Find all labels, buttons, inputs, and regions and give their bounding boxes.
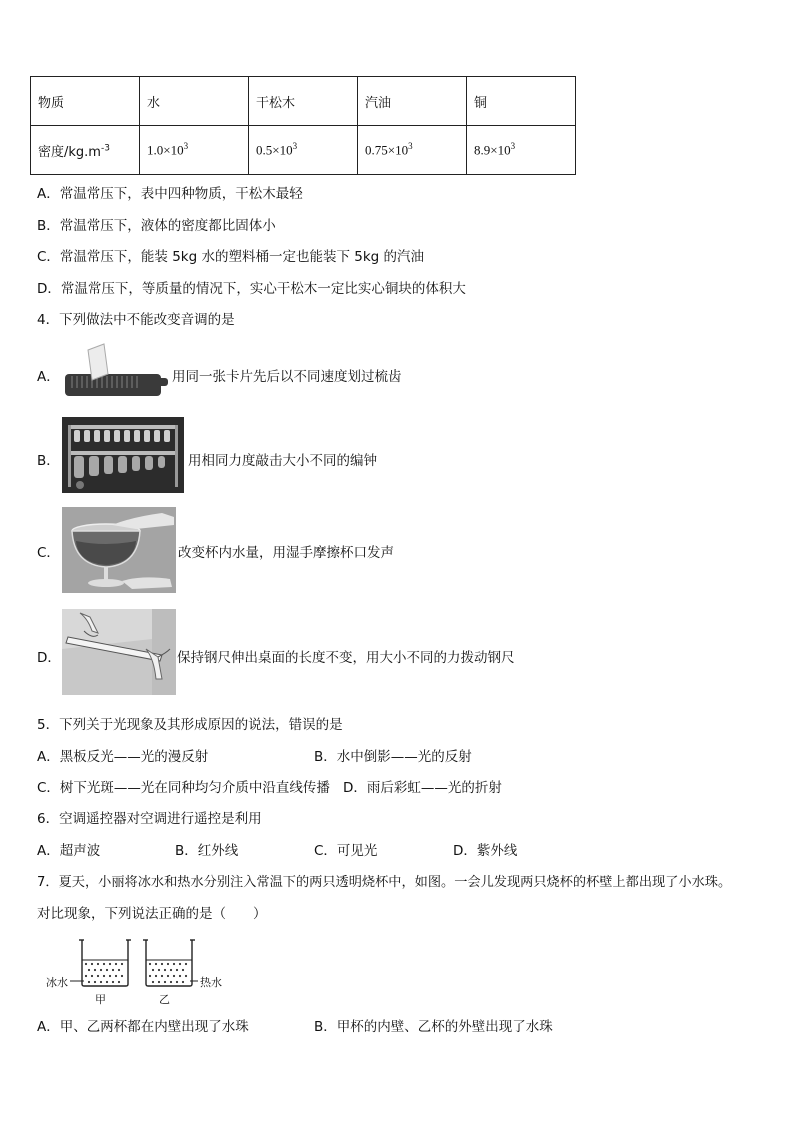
- q4-stem: 4．下列做法中不能改变音调的是: [37, 312, 235, 328]
- q7-stem-line1: 7．夏天，小丽将冰水和热水分别注入常温下的两只透明烧杯中，如图。一会儿发现两只烧杯的杯壁上都出现了小水珠。: [37, 875, 732, 890]
- label-hot-water: 热水: [200, 976, 222, 989]
- q4-option-a-text: 用同一张卡片先后以不同速度划过梳齿: [172, 369, 402, 385]
- q5-stem: 5．下列关于光现象及其形成原因的说法，错误的是: [37, 717, 343, 733]
- value-base: 0.5×10: [256, 142, 293, 158]
- q6-stem: 6．空调遥控器对空调进行遥控是利用: [37, 811, 262, 827]
- q3-option-b: B．常温常压下，液体的密度都比固体小: [37, 218, 276, 234]
- table-row: [31, 77, 576, 126]
- beakers-diagram: [46, 936, 218, 1006]
- q4-option-d-text: 保持钢尺伸出桌面的长度不变，用大小不同的力拨动钢尺: [177, 650, 515, 666]
- q7-option-a: A．甲、乙两杯都在内壁出现了水珠: [37, 1019, 249, 1035]
- q4-option-b-text: 用相同力度敲击大小不同的编钟: [188, 453, 377, 469]
- q6-option-d: D．紫外线: [453, 843, 518, 859]
- q6-option-c: C．可见光: [314, 843, 378, 859]
- value-base: 0.75×10: [365, 142, 409, 158]
- density-unit-text: 密度/kg.m: [38, 144, 101, 160]
- table-header-cell: 干松木: [249, 77, 358, 126]
- q4-option-a-label: A．: [37, 369, 60, 385]
- value-exponent: 3: [183, 141, 189, 152]
- q5-option-b: B．水中倒影——光的反射: [314, 749, 472, 765]
- q3-option-a: A．常温常压下，表中四种物质，干松木最轻: [37, 186, 303, 202]
- q7-stem-line2: 对比现象，下列说法正确的是（ ）: [37, 906, 267, 922]
- q5-option-c: C．树下光斑——光在同种均匀介质中沿直线传播: [37, 780, 330, 796]
- table-row: [31, 126, 576, 175]
- table-cell: [467, 126, 576, 175]
- chime-bells-image: [62, 417, 184, 493]
- table-cell: [249, 126, 358, 175]
- q4-option-b-label: B．: [37, 453, 60, 469]
- q5-option-d: D．雨后彩虹——光的折射: [343, 780, 502, 796]
- table-cell: [358, 126, 467, 175]
- q3-option-c: C．常温常压下，能装 5kg 水的塑料桶一定也能装下 5kg 的汽油: [37, 249, 425, 265]
- table-cell: [140, 126, 249, 175]
- q4-option-c-text: 改变杯内水量，用湿手摩擦杯口发声: [178, 545, 394, 561]
- table-header-cell: 铜: [467, 77, 576, 126]
- q5-option-a: A．黑板反光——光的漫反射: [37, 749, 209, 765]
- label-ice-water: 冰水: [46, 976, 68, 989]
- density-table: [30, 76, 576, 175]
- wine-glass-image: [62, 507, 176, 593]
- table-header-cell: 物质: [31, 77, 140, 126]
- label-yi: 乙: [159, 993, 170, 1006]
- density-unit-exponent: -3: [100, 143, 110, 154]
- comb-card-image: [62, 340, 170, 400]
- value-base: 8.9×10: [474, 142, 511, 158]
- label-jia: 甲: [95, 993, 106, 1006]
- steel-ruler-image: [62, 609, 176, 695]
- q4-option-c-label: C．: [37, 545, 60, 561]
- table-row-label: [31, 126, 140, 175]
- value-exponent: 3: [510, 141, 516, 152]
- value-exponent: 3: [292, 141, 298, 152]
- value-base: 1.0×10: [147, 142, 184, 158]
- q3-option-d: D．常温常压下，等质量的情况下，实心干松木一定比实心铜块的体积大: [37, 281, 466, 297]
- q4-option-d-label: D．: [37, 650, 61, 666]
- q6-option-b: B．红外线: [175, 843, 239, 859]
- value-exponent: 3: [408, 141, 413, 152]
- q7-option-b: B．甲杯的内壁、乙杯的外壁出现了水珠: [314, 1019, 553, 1035]
- table-header-cell: 汽油: [358, 77, 467, 126]
- table-header-cell: 水: [140, 77, 249, 126]
- q6-option-a: A．超声波: [37, 843, 101, 859]
